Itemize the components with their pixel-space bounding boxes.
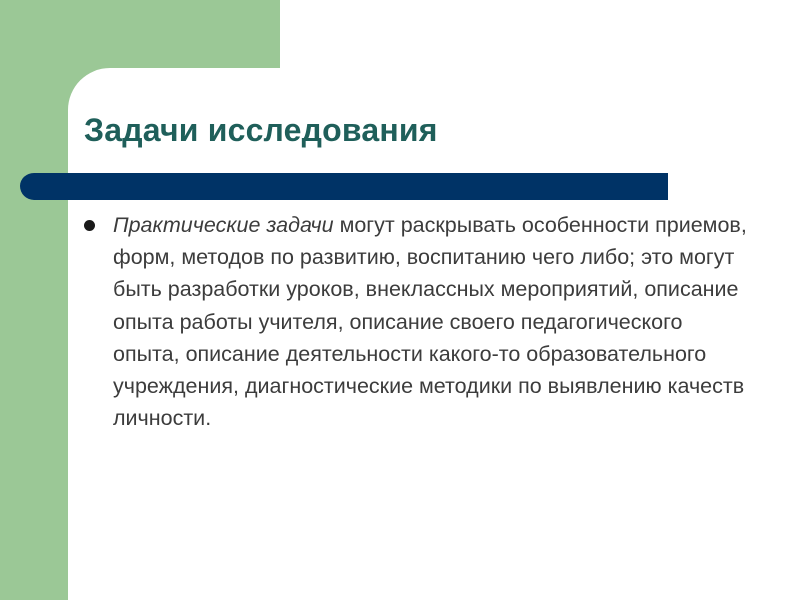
title-underline-bar	[20, 173, 668, 200]
bullet-dot-icon	[84, 220, 95, 231]
bullet-body: могут раскрывать особенности приемов, форм, методов по развитию, воспитанию чего либо; это могут быть разработки уроков, внеклассных мероприятий, описание опыта работы учителя, описание своего педагогического опыта, описание деятельности какого-то образовательного учреждения, диагностические методики по выявлению качеств личности.	[113, 213, 747, 431]
bullet-emphasis: Практические задачи	[113, 213, 334, 237]
bullet-text	[113, 209, 753, 434]
slide-title: Задачи исследования	[84, 112, 438, 148]
